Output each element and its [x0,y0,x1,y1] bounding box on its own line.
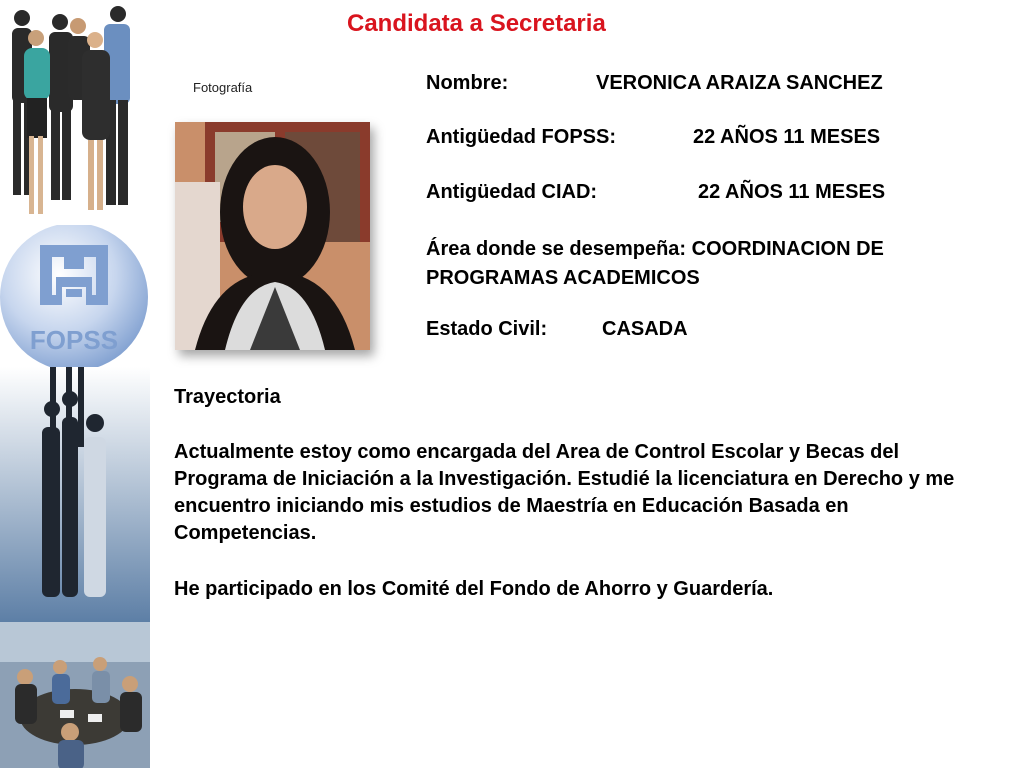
nombre-label: Nombre: [426,72,509,94]
business-people-illustration [0,0,150,225]
page-title: Candidata a Secretaria [347,10,606,37]
trayectoria-paragraph-2: He participado en los Comité del Fondo de Ahorro y Guardería. [174,578,774,600]
nombre-value: VERONICA ARAIZA SANCHEZ [596,72,883,94]
antiguedad-ciad-row [426,181,885,204]
hands-reaching-photo [0,367,150,622]
antiguedad-fopss-value: 22 AÑOS 11 MESES [693,126,881,148]
estado-civil-label: Estado Civil: [426,318,548,340]
photo-caption: Fotografía [193,80,253,95]
antiguedad-fopss-row [426,126,880,149]
trayectoria-heading: Trayectoria [174,386,281,408]
meeting-photo [0,622,150,768]
antiguedad-fopss-label: Antigüedad FOPSS: [426,126,616,148]
nombre-row [426,72,883,95]
logo-text: FOPSS [29,325,119,355]
antiguedad-ciad-label: Antigüedad CIAD: [426,181,598,203]
antiguedad-ciad-value: 22 AÑOS 11 MESES [698,181,886,203]
area-row [426,235,986,293]
candidate-portrait [175,122,370,350]
estado-civil-row [426,318,688,341]
trayectoria-paragraph: Actualmente estoy como encargada del Area de Control Escolar y Becas del Programa de Iniciación a la Investigación. Estudié la licenciatura en Derecho y me encuentro iniciando mis estudios de Maestría en Educación Basada en Competencias. [174,441,955,544]
fopss-logo [0,225,150,367]
estado-civil-value: CASADA [602,318,688,340]
area-value: COORDINACION DE PROGRAMAS ACADEMICOS [426,238,884,289]
area-label: Área donde se desempeña: [426,238,687,260]
left-decorative-strip [0,0,150,768]
